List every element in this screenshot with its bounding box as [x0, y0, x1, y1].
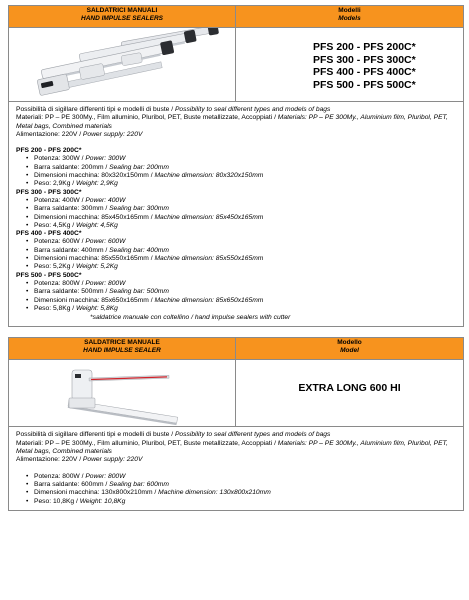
power-supply-en: Power supply: 220V — [82, 456, 143, 464]
header-models-it: Modelli — [338, 7, 361, 14]
group-title-pfs-500: PFS 500 - PFS 500C* — [16, 271, 82, 279]
list-item: • Dimensioni macchina: 80x320x150mm / Machine dimension: 80x320x150mm — [34, 172, 457, 180]
intro-it: Possibilità di sigillare differenti tipi e modelli di buste / — [16, 106, 175, 113]
materials-en: Materials: PP – PE 300My., Aluminium film, Pluribol, PET, Metal bags, Combined materials — [16, 439, 448, 456]
model-pfs-500: PFS 500 - PFS 500C* — [313, 78, 416, 91]
product-photo-cell — [9, 28, 236, 102]
catalog-sheet — [8, 5, 463, 511]
header-left — [9, 6, 236, 28]
list-item: • Barra saldante: 500mm / Sealing bar: 500mm — [34, 288, 457, 296]
header-model-en: Model — [340, 347, 359, 355]
intro-en: Possibility to seal different types and models of bags — [174, 106, 331, 113]
description-cell — [9, 102, 464, 327]
header-title-it: SALDATRICE MANUALE — [84, 339, 160, 347]
header-title-en: HAND IMPULSE SEALERS — [81, 15, 163, 22]
extra-long-sealer-photo — [9, 360, 236, 426]
header-title-it: SALDATRICI MANUALI — [86, 7, 158, 14]
table-hand-impulse-sealers — [8, 5, 464, 327]
description-cell — [9, 427, 464, 510]
spec-list-pfs-500 — [16, 280, 457, 313]
model-pfs-300: PFS 300 - PFS 300C* — [313, 53, 416, 66]
spec-list-pfs-300 — [16, 197, 457, 230]
list-item: • Dimensioni macchina: 85x650x165mm / Machine dimension: 85x650x165mm — [34, 297, 457, 305]
list-item: • Barra saldante: 400mm / Sealing bar: 400mm — [34, 247, 457, 255]
materials-line — [16, 440, 457, 457]
group-title-pfs-200: PFS 200 - PFS 200C* — [16, 147, 82, 155]
spec-list-pfs-200 — [16, 155, 457, 188]
list-item: • Potenza: 600W / Power: 600W — [34, 238, 457, 246]
materials-en: Materials: PP – PE 300My., Aluminium film, Pluribol, PET, Metal bags, Combined materials — [16, 114, 448, 130]
power-supply-it: Alimentazione: 220V / — [16, 130, 83, 138]
header-models-en: Models — [338, 15, 361, 22]
group-title-pfs-400: PFS 400 - PFS 400C* — [16, 230, 82, 238]
list-item: • Dimensioni macchina: 85x550x165mm / Machine dimension: 85x550x165mm — [34, 255, 457, 263]
intro-line — [16, 431, 457, 439]
spec-list-extra-long — [16, 473, 457, 506]
power-supply-it: Alimentazione: 220V / — [16, 456, 83, 464]
list-item: • Dimensioni macchina: 85x450x165mm / Machine dimension: 85x450x165mm — [34, 214, 457, 222]
list-item: • Peso: 5,2Kg / Weight: 5,2Kg — [34, 263, 457, 271]
spec-list-pfs-400 — [16, 238, 457, 271]
list-item: • Peso: 10,8Kg / Weight: 10,8Kg — [34, 498, 457, 506]
list-item: • Barra saldante: 600mm / Sealing bar: 600mm — [34, 481, 457, 489]
list-item: • Barra saldante: 200mm / Sealing bar: 200mm — [34, 164, 457, 172]
models-cell — [236, 28, 464, 102]
model-pfs-200: PFS 200 - PFS 200C* — [313, 41, 416, 53]
power-supply-en: Power supply: 220V — [82, 130, 143, 138]
models-list — [236, 28, 463, 91]
header-left — [9, 338, 236, 360]
header-title-en: HAND IMPULSE SEALER — [83, 347, 161, 355]
list-item: • Potenza: 300W / Power: 300W — [34, 155, 457, 163]
cutter-note: *saldatrice manuale con coltellino / hand impulse sealers with cutter — [90, 314, 291, 322]
product-photo-cell — [9, 360, 236, 427]
impulse-sealers-photo — [9, 28, 236, 101]
model-extra-long-600-hi: EXTRA LONG 600 HI — [298, 382, 401, 395]
model-pfs-400: PFS 400 - PFS 400C* — [313, 66, 416, 78]
list-item: • Peso: 5,8Kg / Weight: 5,8Kg — [34, 305, 457, 313]
group-title-pfs-300: PFS 300 - PFS 300C* — [16, 188, 82, 196]
header-right — [236, 338, 464, 360]
materials-it: Materiali: PP – PE 300My., Film alluminio, Pluribol, PET, Buste metallizzate, Accoppiati / — [16, 114, 278, 122]
header-model-it: Modello — [337, 339, 362, 347]
intro-it: Possibilità di sigillare differenti tipi e modelli di buste / — [16, 431, 175, 439]
table-extra-long-sealer — [8, 337, 464, 510]
header-right — [236, 6, 464, 28]
list-item: • Potenza: 400W / Power: 400W — [34, 197, 457, 205]
intro-line — [16, 106, 457, 114]
intro-en: Possibility to seal different types and models of bags — [174, 431, 331, 439]
list-item: • Potenza: 800W / Power: 800W — [34, 473, 457, 481]
power-supply-line — [16, 456, 457, 464]
model-cell — [236, 360, 464, 427]
power-supply-line — [16, 131, 457, 139]
list-item: • Dimensioni macchina: 130x800x210mm / Machine dimension: 130x800x210mm — [34, 489, 457, 497]
list-item: • Peso: 2,9Kg / Weight: 2,9Kg — [34, 180, 457, 188]
materials-line — [16, 114, 457, 131]
list-item: • Peso: 4,5Kg / Weight: 4,5Kg — [34, 222, 457, 230]
list-item: • Potenza: 800W / Power: 800W — [34, 280, 457, 288]
materials-it: Materiali: PP – PE 300My., Film alluminio, Pluribol, PET, Buste metallizzate, Accoppiati / — [16, 439, 278, 447]
list-item: • Barra saldante: 300mm / Sealing bar: 300mm — [34, 205, 457, 213]
